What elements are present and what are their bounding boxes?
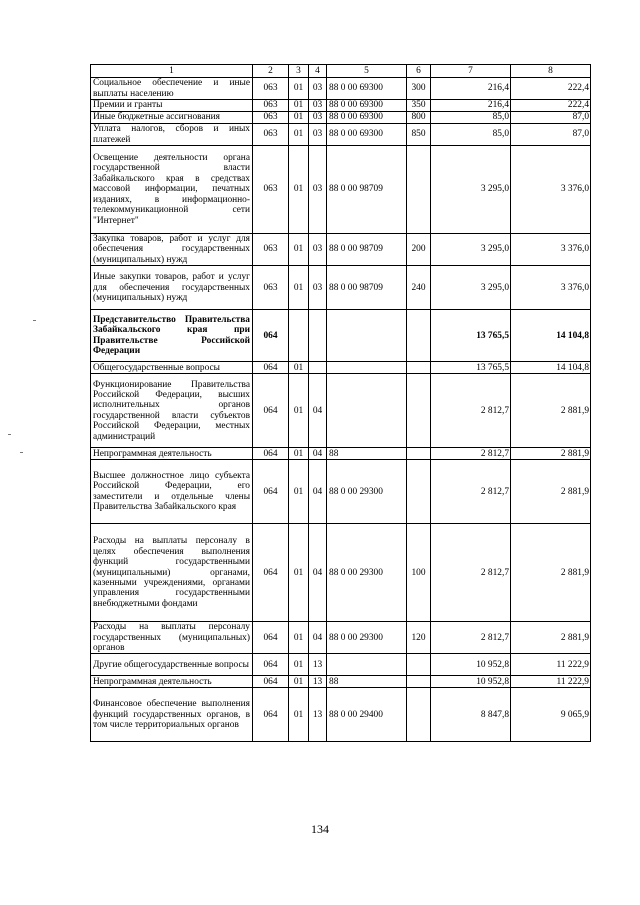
row-name: Общегосударственные вопросы: [91, 362, 253, 374]
row-amount-year1: 13 765,5: [431, 310, 511, 362]
budget-table: [90, 64, 591, 742]
row-section-code: 01: [289, 688, 309, 742]
column-header: 5: [327, 65, 407, 78]
column-header: 7: [431, 65, 511, 78]
row-amount-year1: 3 295,0: [431, 266, 511, 310]
column-header: 2: [253, 65, 289, 78]
row-amount-year1: 216,4: [431, 78, 511, 100]
row-amount-year1: 85,0: [431, 112, 511, 124]
row-target-code: 88 0 00 69300: [327, 100, 407, 112]
row-name: Непрограммная деятельность: [91, 448, 253, 460]
row-section-code: 01: [289, 460, 309, 524]
row-section-code: 01: [289, 362, 309, 374]
row-amount-year1: 3 295,0: [431, 234, 511, 266]
table-row: [91, 676, 591, 688]
row-expense-type: 240: [407, 266, 431, 310]
row-expense-type: [407, 688, 431, 742]
row-name: Уплата налогов, сборов и иных платежей: [91, 124, 253, 146]
column-header: 1: [91, 65, 253, 78]
row-amount-year1: 216,4: [431, 100, 511, 112]
row-name: Премии и гранты: [91, 100, 253, 112]
table-row: [91, 460, 591, 524]
row-name: Расходы на выплаты персоналу государственных (муниципальных) органов: [91, 622, 253, 654]
column-header: 4: [309, 65, 327, 78]
table-row: [91, 310, 591, 362]
row-name: Социальное обеспечение и иные выплаты населению: [91, 78, 253, 100]
row-amount-year1: 2 812,7: [431, 448, 511, 460]
row-subsection-code: 03: [309, 234, 327, 266]
row-amount-year2: 87,0: [511, 112, 591, 124]
row-target-code: 88 0 00 29300: [327, 524, 407, 622]
row-subsection-code: 04: [309, 524, 327, 622]
row-subsection-code: 13: [309, 676, 327, 688]
row-amount-year2: 3 376,0: [511, 146, 591, 234]
row-subsection-code: 04: [309, 374, 327, 448]
row-name: Иные бюджетные ассигнования: [91, 112, 253, 124]
row-name: Закупка товаров, работ и услуг для обеспечения государственных (муниципальных) нужд: [91, 234, 253, 266]
table-row: [91, 266, 591, 310]
row-amount-year1: 2 812,7: [431, 460, 511, 524]
row-amount-year2: 14 104,8: [511, 362, 591, 374]
row-target-code: 88 0 00 29400: [327, 688, 407, 742]
row-amount-year1: 8 847,8: [431, 688, 511, 742]
row-admin-code: 064: [253, 622, 289, 654]
table-row: [91, 622, 591, 654]
row-subsection-code: 03: [309, 266, 327, 310]
scan-mark: [8, 434, 11, 435]
row-admin-code: 064: [253, 310, 289, 362]
row-name: Высшее должностное лицо субъекта Российской Федерации, его заместители и отдельные члены Правительства Забайкальского края: [91, 460, 253, 524]
table-row: [91, 374, 591, 448]
row-admin-code: 063: [253, 146, 289, 234]
table-row: [91, 654, 591, 676]
row-subsection-code: 13: [309, 688, 327, 742]
row-section-code: 01: [289, 112, 309, 124]
row-admin-code: 063: [253, 234, 289, 266]
scan-mark: [20, 452, 23, 453]
row-target-code: 88: [327, 448, 407, 460]
row-amount-year2: 222,4: [511, 78, 591, 100]
row-amount-year2: 2 881,9: [511, 374, 591, 448]
row-section-code: 01: [289, 100, 309, 112]
row-target-code: 88 0 00 29300: [327, 460, 407, 524]
table-row: [91, 448, 591, 460]
row-subsection-code: 13: [309, 654, 327, 676]
row-expense-type: [407, 362, 431, 374]
row-amount-year1: 10 952,8: [431, 654, 511, 676]
row-target-code: 88 0 00 69300: [327, 124, 407, 146]
row-admin-code: 064: [253, 362, 289, 374]
row-target-code: 88 0 00 98709: [327, 266, 407, 310]
table-row: [91, 112, 591, 124]
row-amount-year2: 222,4: [511, 100, 591, 112]
table-row: [91, 124, 591, 146]
row-section-code: 01: [289, 78, 309, 100]
row-amount-year2: 2 881,9: [511, 460, 591, 524]
row-section-code: [289, 310, 309, 362]
row-target-code: [327, 362, 407, 374]
row-admin-code: 064: [253, 676, 289, 688]
row-expense-type: [407, 654, 431, 676]
row-section-code: 01: [289, 234, 309, 266]
row-amount-year2: 2 881,9: [511, 524, 591, 622]
row-target-code: 88 0 00 98709: [327, 146, 407, 234]
row-admin-code: 063: [253, 266, 289, 310]
row-section-code: 01: [289, 622, 309, 654]
row-expense-type: [407, 310, 431, 362]
row-name: Расходы на выплаты персоналу в целях обеспечения выполнения функций государственными (муниципальными) органами, казенными учреждениями, органами управления государственными внебюджетными фондами: [91, 524, 253, 622]
row-expense-type: 100: [407, 524, 431, 622]
row-section-code: 01: [289, 374, 309, 448]
row-expense-type: [407, 676, 431, 688]
column-header: 8: [511, 65, 591, 78]
row-target-code: 88 0 00 69300: [327, 112, 407, 124]
row-amount-year2: 3 376,0: [511, 234, 591, 266]
row-expense-type: 850: [407, 124, 431, 146]
row-name: Иные закупки товаров, работ и услуг для обеспечения государственных (муниципальных) нужд: [91, 266, 253, 310]
row-target-code: [327, 374, 407, 448]
column-header: 3: [289, 65, 309, 78]
row-target-code: 88 0 00 29300: [327, 622, 407, 654]
row-subsection-code: 04: [309, 460, 327, 524]
table-row: [91, 524, 591, 622]
row-section-code: 01: [289, 654, 309, 676]
row-amount-year2: 11 222,9: [511, 654, 591, 676]
row-amount-year2: 14 104,8: [511, 310, 591, 362]
row-amount-year2: 3 376,0: [511, 266, 591, 310]
table-row: [91, 100, 591, 112]
row-name: Функционирование Правительства Российской Федерации, высших исполнительных органов государственной власти субъектов Российской Федерации, местных администраций: [91, 374, 253, 448]
table-header-row: [91, 65, 591, 78]
row-subsection-code: 03: [309, 124, 327, 146]
page-number: 134: [311, 822, 329, 836]
row-amount-year1: 3 295,0: [431, 146, 511, 234]
row-subsection-code: [309, 362, 327, 374]
row-expense-type: [407, 448, 431, 460]
row-subsection-code: 04: [309, 448, 327, 460]
row-subsection-code: 03: [309, 112, 327, 124]
row-subsection-code: 04: [309, 622, 327, 654]
row-admin-code: 064: [253, 374, 289, 448]
row-admin-code: 063: [253, 100, 289, 112]
scan-mark: [33, 320, 36, 321]
row-admin-code: 064: [253, 460, 289, 524]
row-amount-year1: 13 765,5: [431, 362, 511, 374]
table-row: [91, 78, 591, 100]
row-amount-year1: 2 812,7: [431, 524, 511, 622]
row-amount-year2: 2 881,9: [511, 448, 591, 460]
row-name: Финансовое обеспечение выполнения функций государственных органов, в том числе территориальных органов: [91, 688, 253, 742]
column-header: 6: [407, 65, 431, 78]
row-section-code: 01: [289, 524, 309, 622]
row-expense-type: [407, 374, 431, 448]
row-amount-year1: 2 812,7: [431, 622, 511, 654]
row-section-code: 01: [289, 448, 309, 460]
row-target-code: [327, 654, 407, 676]
row-name: Другие общегосударственные вопросы: [91, 654, 253, 676]
row-amount-year1: 85,0: [431, 124, 511, 146]
row-target-code: 88 0 00 98709: [327, 234, 407, 266]
row-subsection-code: 03: [309, 146, 327, 234]
table-row: [91, 688, 591, 742]
row-amount-year2: 11 222,9: [511, 676, 591, 688]
row-admin-code: 064: [253, 688, 289, 742]
row-name: Непрограммная деятельность: [91, 676, 253, 688]
row-subsection-code: [309, 310, 327, 362]
row-target-code: [327, 310, 407, 362]
row-admin-code: 063: [253, 112, 289, 124]
row-admin-code: 064: [253, 448, 289, 460]
row-expense-type: 300: [407, 78, 431, 100]
row-target-code: 88: [327, 676, 407, 688]
row-expense-type: [407, 146, 431, 234]
row-section-code: 01: [289, 266, 309, 310]
row-subsection-code: 03: [309, 100, 327, 112]
row-amount-year1: 2 812,7: [431, 374, 511, 448]
row-admin-code: 064: [253, 524, 289, 622]
row-amount-year2: 9 065,9: [511, 688, 591, 742]
row-section-code: 01: [289, 676, 309, 688]
row-target-code: 88 0 00 69300: [327, 78, 407, 100]
row-amount-year2: 2 881,9: [511, 622, 591, 654]
row-expense-type: 120: [407, 622, 431, 654]
row-section-code: 01: [289, 146, 309, 234]
table-row: [91, 146, 591, 234]
row-name: Представительство Правительства Забайкальского края при Правительстве Российской Федерации: [91, 310, 253, 362]
row-subsection-code: 03: [309, 78, 327, 100]
row-expense-type: 200: [407, 234, 431, 266]
row-admin-code: 063: [253, 124, 289, 146]
row-expense-type: 800: [407, 112, 431, 124]
row-name: Освещение деятельности органа государственной власти Забайкальского края в средствах массовой информации, печатных изданиях, в информационно-телекоммуникационной сети "Интернет": [91, 146, 253, 234]
row-admin-code: 063: [253, 78, 289, 100]
row-expense-type: 350: [407, 100, 431, 112]
row-amount-year1: 10 952,8: [431, 676, 511, 688]
row-section-code: 01: [289, 124, 309, 146]
row-amount-year2: 87,0: [511, 124, 591, 146]
row-admin-code: 064: [253, 654, 289, 676]
row-expense-type: [407, 460, 431, 524]
table-row: [91, 234, 591, 266]
table-row: [91, 362, 591, 374]
